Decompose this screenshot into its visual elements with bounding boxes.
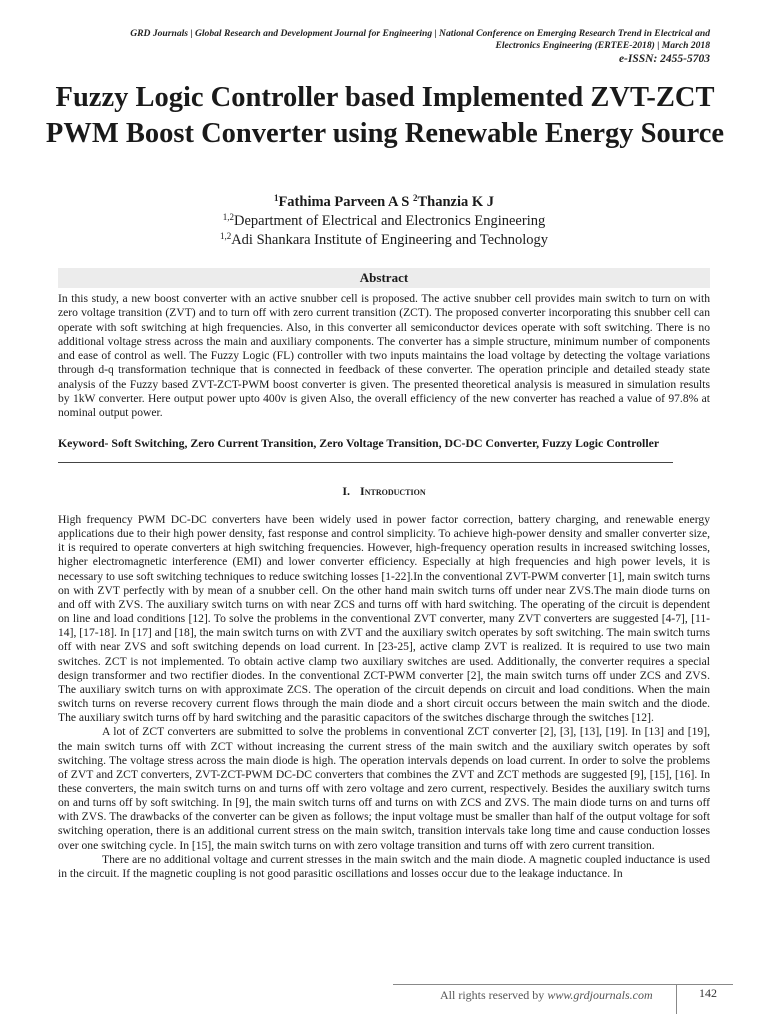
keywords: Keyword- Soft Switching, Zero Current Transition, Zero Voltage Transition, DC-DC Converter, Fuzzy Logic Controller	[58, 436, 660, 450]
section-number: I.	[342, 484, 351, 498]
journal-website: www.grdjournals.com	[547, 988, 653, 1002]
affiliation-1-text: Department of Electrical and Electronics Engineering	[234, 213, 546, 229]
journal-header-line-2: Electronics Engineering (ERTEE-2018) | March 2018	[495, 40, 710, 51]
footer-rights	[440, 988, 653, 1002]
abstract-text: In this study, a new boost converter with an active snubber cell is proposed. The active snubber cell provides main switch to turn on with zero voltage transition (ZVT) and to turn off with zero current transition (ZCT). The proposed converter incorporating this snubber cell can operate with soft switching at high frequencies. Also, in this converter all semiconductor devices operate with soft switching. There is no additional voltage stress across the main and auxiliary components. The converter has a simple structure, minimum number of components and ease of control as well. The Fuzzy Logic (FL) controller with two inputs maintains the load voltage by detecting the voltage variations through d-q transformation technique that is connected in feedback of these converter. The operation principle and detailed steady state analysis of the Fuzzy based ZVT-ZCT-PWM boost converter is given. The presented theoretical analysis is measured in simulation results by 1kW converter. Here output power upto 400v is given Also, the overall efficiency of the new converter has reached a value of 97.8% at nominal output power.	[58, 292, 710, 420]
footer-rule	[393, 984, 733, 985]
divider-line	[58, 462, 673, 463]
abstract-heading: Abstract	[58, 268, 710, 288]
author-block	[0, 193, 768, 250]
paper-title: Fuzzy Logic Controller based Implemented ZVT-ZCT PWM Boost Converter using Renewable Energy Source	[45, 82, 725, 149]
author-1-superscript: 1	[273, 193, 279, 203]
paragraph-1: High frequency PWM DC-DC converters have been widely used in power factor correction, battery charging, and renewable energy applications due to their high power density, fast response and control simplicity. To achieve high-power density and smaller converter size, it is required to operate converters at high switching frequencies. However, high-frequency operation results in increased switching losses, higher electromagnetic interference (EMI) and lower converter efficiency. Especially at high frequencies and high power levels, it is necessary to use soft switching techniques to reduce switching losses [1-22].In the conventional ZVT-PWM converter [1], main switch turns on with ZVT perfectly with by mean of a snubber cell. On the other hand main switch turns off under near ZVS.The main diode turns on and off with ZVS. The auxiliary switch turns on with near ZCS and turns off with hard switching. The operating of the circuit is dependent on line and load conditions [12]. To solve the problems in the conventional ZVT converter, many ZVT converters are suggested [4-7], [11-14], [17-18]. In [17] and [18], the main switch turns on with ZVT and the auxiliary switch operates by soft switching. The main switch turns off with near ZVS and soft switching depends on load current. In [23-25], active clamp ZVT is realized. It is required to use two main switches. ZCT is not implemented. To obtain active clamp two auxiliary switches are used. Additionally, the converter requires a special design transformer and two rectifier diodes. In the conventional ZCT-PWM converter [2], the main switch turns off under ZCS and ZVS. The auxiliary switch turns on with approximate ZCS. The operation of the circuit depends on circuit and load conditions. When the main switch turns on reverse recovery current flows through the main diode and a short circuit occurs between the main switch and the diode. The auxiliary switch turns off by hard switching and the parasitic capacitors of the switches discharge through the switches [12].	[58, 513, 710, 725]
affiliation-1-superscript: 1,2	[222, 212, 235, 222]
journal-header	[70, 28, 710, 66]
page-number: 142	[699, 986, 717, 1000]
journal-header-line-1: GRD Journals | Global Research and Development Journal for Engineering | National Conference on Emerging Research Trend in Electrical and	[130, 28, 710, 39]
author-names	[0, 193, 768, 212]
body-text	[58, 513, 710, 881]
paragraph-3: There are no additional voltage and current stresses in the main switch and the main diode. A magnetic coupled inductance is used in the circuit. If the magnetic coupling is not good parasitic oscillations and losses occur due to the leakage inductance. In	[58, 852, 710, 880]
section-heading	[0, 484, 768, 498]
author-1: Fathima Parveen A S	[278, 194, 410, 210]
author-2-superscript: 2	[412, 193, 418, 203]
author-2: Thanzia K J	[417, 194, 495, 210]
affiliation-2-superscript: 1,2	[219, 231, 232, 241]
paragraph-2: A lot of ZCT converters are submitted to solve the problems in conventional ZCT converter [2], [3], [13], [19]. In [13] and [19], the main switch turns off with ZCT without increasing the current stress of the main switch and the auxiliary switch operates by soft switching. The voltage stress across the main diode is high. The operation intervals depends on load current. In order to solve the problems of ZVT and ZCT converters, ZVT-ZCT-PWM DC-DC converters that combines the ZVT and ZCT methods are suggested [9], [15], [16]. In these converters, the main switch turns on and turns off with zero voltage and zero current, respectively. Besides the auxiliary switch turns on and turns off by soft switching. In [9], the main switch turns off and turns on with ZCS and ZVS. The main diode turns on and turns off with ZVS. The drawbacks of the converter can be given as follows; the input voltage must be smaller than half of the output voltage for soft switching operation, there is an additional current stress on the main switch, transition intervals take long time and cause conduction losses over one switching cycle. In [15], the main switch turns on with zero voltage transition and turns off with zero current transition.	[58, 725, 710, 852]
rights-text: All rights reserved by	[440, 988, 548, 1002]
affiliation-1	[0, 212, 768, 231]
section-title: Introduction	[360, 484, 426, 498]
issn: e-ISSN: 2455-5703	[618, 53, 710, 65]
footer-separator	[676, 984, 677, 1014]
affiliation-2-text: Adi Shankara Institute of Engineering and Technology	[231, 232, 549, 248]
affiliation-2	[0, 231, 768, 250]
